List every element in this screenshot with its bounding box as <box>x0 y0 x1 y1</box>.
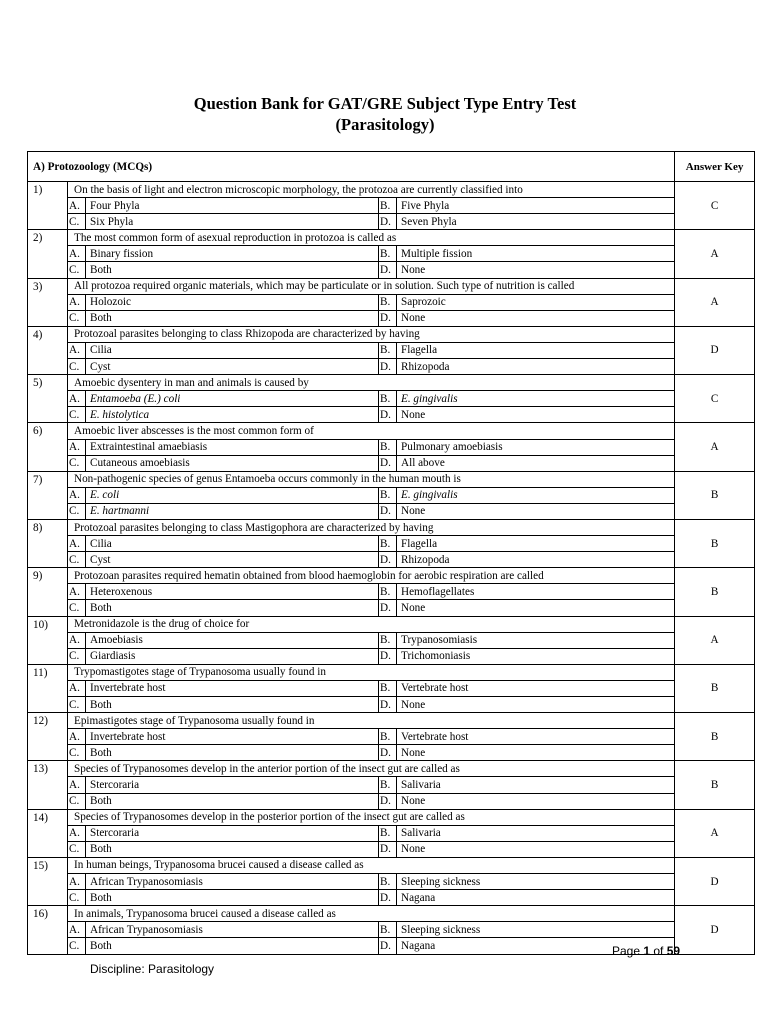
title-line-1: Question Bank for GAT/GRE Subject Type Entry Test <box>193 94 577 113</box>
option-a: Heteroxenous <box>86 584 379 600</box>
answer-key: A <box>675 278 755 326</box>
question-text: All protozoa required organic materials, which may be particulate or in solution. Such type of nutrition is called <box>68 278 675 294</box>
option-row <box>28 825 755 841</box>
option-letter-c: C. <box>68 841 86 857</box>
question-number: 4) <box>28 326 68 374</box>
option-letter-d: D. <box>379 455 397 471</box>
option-letter-b: B. <box>379 729 397 745</box>
option-d: None <box>397 310 675 326</box>
option-b: Pulmonary amoebiasis <box>397 439 675 455</box>
question-row <box>28 616 755 632</box>
page-prefix: Page <box>612 944 644 958</box>
question-text: Protozoal parasites belonging to class Mastigophora are characterized by having <box>68 519 675 535</box>
option-letter-d: D. <box>379 310 397 326</box>
option-letter-b: B. <box>379 632 397 648</box>
question-number: 14) <box>28 809 68 857</box>
option-row <box>28 503 755 519</box>
option-d: Nagana <box>397 890 675 906</box>
option-b: Five Phyla <box>397 198 675 214</box>
option-letter-d: D. <box>379 938 397 954</box>
option-letter-b: B. <box>379 342 397 358</box>
option-c: Both <box>86 600 379 616</box>
option-row <box>28 407 755 423</box>
option-row <box>28 310 755 326</box>
option-row <box>28 198 755 214</box>
question-row <box>28 519 755 535</box>
option-row <box>28 246 755 262</box>
option-d: None <box>397 600 675 616</box>
option-letter-a: A. <box>68 777 86 793</box>
option-a: Extraintestinal amaebiasis <box>86 439 379 455</box>
answer-key: B <box>675 664 755 712</box>
option-b: Vertebrate host <box>397 680 675 696</box>
question-row <box>28 278 755 294</box>
option-d: None <box>397 793 675 809</box>
option-letter-b: B. <box>379 825 397 841</box>
option-row <box>28 793 755 809</box>
option-d: Rhizopoda <box>397 552 675 568</box>
option-letter-d: D. <box>379 890 397 906</box>
option-b: E. gingivalis <box>397 391 675 407</box>
option-d: None <box>397 262 675 278</box>
answer-key: B <box>675 519 755 567</box>
answer-key: A <box>675 809 755 857</box>
option-c: E. histolytica <box>86 407 379 423</box>
option-row <box>28 890 755 906</box>
option-c: Cyst <box>86 359 379 375</box>
question-row <box>28 761 755 777</box>
option-c: Both <box>86 310 379 326</box>
page-of: of <box>650 944 667 958</box>
question-row <box>28 568 755 584</box>
option-letter-a: A. <box>68 729 86 745</box>
question-row <box>28 906 755 922</box>
option-letter-d: D. <box>379 648 397 664</box>
option-d: Seven Phyla <box>397 214 675 230</box>
option-row <box>28 648 755 664</box>
option-b: Hemoflagellates <box>397 584 675 600</box>
option-row <box>28 487 755 503</box>
page-number <box>612 944 680 958</box>
option-letter-b: B. <box>379 487 397 503</box>
question-text: Epimastigotes stage of Trypanosoma usually found in <box>68 713 675 729</box>
question-text: Amoebic liver abscesses is the most common form of <box>68 423 675 439</box>
question-number: 13) <box>28 761 68 809</box>
option-d: None <box>397 407 675 423</box>
option-b: Saprozoic <box>397 294 675 310</box>
option-row <box>28 841 755 857</box>
option-d: None <box>397 503 675 519</box>
question-row <box>28 326 755 342</box>
option-b: Flagella <box>397 536 675 552</box>
option-letter-d: D. <box>379 745 397 761</box>
answer-key: B <box>675 761 755 809</box>
option-letter-c: C. <box>68 938 86 954</box>
option-letter-c: C. <box>68 600 86 616</box>
section-label: A) Protozoology (MCQs) <box>28 152 675 182</box>
option-b: E. gingivalis <box>397 487 675 503</box>
option-letter-d: D. <box>379 793 397 809</box>
question-number: 15) <box>28 857 68 905</box>
option-letter-d: D. <box>379 359 397 375</box>
option-letter-d: D. <box>379 697 397 713</box>
option-letter-c: C. <box>68 262 86 278</box>
question-row <box>28 713 755 729</box>
option-letter-c: C. <box>68 455 86 471</box>
option-letter-c: C. <box>68 552 86 568</box>
option-row <box>28 922 755 938</box>
option-letter-c: C. <box>68 793 86 809</box>
question-row <box>28 230 755 246</box>
question-text: In animals, Trypanosoma brucei caused a disease called as <box>68 906 675 922</box>
answer-key: A <box>675 423 755 471</box>
option-letter-a: A. <box>68 391 86 407</box>
section-header-row <box>28 152 755 182</box>
answer-key: D <box>675 857 755 905</box>
answer-key: B <box>675 568 755 616</box>
option-row <box>28 745 755 761</box>
option-letter-d: D. <box>379 503 397 519</box>
option-d: Rhizopoda <box>397 359 675 375</box>
option-letter-c: C. <box>68 407 86 423</box>
question-number: 16) <box>28 906 68 954</box>
option-letter-c: C. <box>68 214 86 230</box>
option-row <box>28 600 755 616</box>
question-row <box>28 182 755 198</box>
answer-key: B <box>675 713 755 761</box>
option-b: Vertebrate host <box>397 729 675 745</box>
question-number: 11) <box>28 664 68 712</box>
option-letter-c: C. <box>68 697 86 713</box>
option-d: Trichomoniasis <box>397 648 675 664</box>
question-text: Amoebic dysentery in man and animals is caused by <box>68 375 675 391</box>
question-table <box>27 151 755 955</box>
option-row <box>28 729 755 745</box>
question-text: On the basis of light and electron microscopic morphology, the protozoa are currently classified into <box>68 182 675 198</box>
question-number: 12) <box>28 713 68 761</box>
option-row <box>28 697 755 713</box>
option-a: Entamoeba (E.) coli <box>86 391 379 407</box>
option-letter-b: B. <box>379 777 397 793</box>
option-b: Sleeping sickness <box>397 922 675 938</box>
option-c: Cyst <box>86 552 379 568</box>
option-letter-b: B. <box>379 391 397 407</box>
option-c: Giardiasis <box>86 648 379 664</box>
question-row <box>28 471 755 487</box>
discipline-footer: Discipline: Parasitology <box>90 962 215 976</box>
option-a: Four Phyla <box>86 198 379 214</box>
answer-key: D <box>675 906 755 954</box>
option-letter-a: A. <box>68 198 86 214</box>
question-text: Non-pathogenic species of genus Entamoeba occurs commonly in the human mouth is <box>68 471 675 487</box>
option-letter-d: D. <box>379 407 397 423</box>
option-letter-c: C. <box>68 745 86 761</box>
answer-key: A <box>675 230 755 278</box>
option-c: Both <box>86 745 379 761</box>
option-row <box>28 214 755 230</box>
question-number: 1) <box>28 182 68 230</box>
option-letter-b: B. <box>379 294 397 310</box>
option-a: Holozoic <box>86 294 379 310</box>
option-a: African Trypanosomiasis <box>86 922 379 938</box>
option-a: African Trypanosomiasis <box>86 874 379 890</box>
option-letter-d: D. <box>379 214 397 230</box>
question-text: Species of Trypanosomes develop in the posterior portion of the insect gut are called as <box>68 809 675 825</box>
option-letter-a: A. <box>68 680 86 696</box>
option-letter-d: D. <box>379 262 397 278</box>
option-letter-b: B. <box>379 536 397 552</box>
option-letter-b: B. <box>379 874 397 890</box>
option-letter-d: D. <box>379 552 397 568</box>
option-letter-b: B. <box>379 246 397 262</box>
option-row <box>28 455 755 471</box>
option-letter-d: D. <box>379 600 397 616</box>
option-d: None <box>397 697 675 713</box>
option-row <box>28 552 755 568</box>
option-a: Stercoraria <box>86 825 379 841</box>
option-letter-b: B. <box>379 922 397 938</box>
option-letter-a: A. <box>68 294 86 310</box>
page-current: 1 <box>643 944 651 958</box>
answer-key: D <box>675 326 755 374</box>
option-c: Cutaneous amoebiasis <box>86 455 379 471</box>
question-row <box>28 423 755 439</box>
option-letter-b: B. <box>379 680 397 696</box>
option-letter-c: C. <box>68 359 86 375</box>
option-row <box>28 262 755 278</box>
question-number: 2) <box>28 230 68 278</box>
option-row <box>28 777 755 793</box>
option-letter-a: A. <box>68 246 86 262</box>
option-c: Both <box>86 890 379 906</box>
option-letter-a: A. <box>68 632 86 648</box>
option-c: E. hartmanni <box>86 503 379 519</box>
option-row <box>28 359 755 375</box>
option-letter-a: A. <box>68 874 86 890</box>
option-row <box>28 294 755 310</box>
option-c: Six Phyla <box>86 214 379 230</box>
question-row <box>28 809 755 825</box>
option-d: None <box>397 841 675 857</box>
question-text: The most common form of asexual reproduction in protozoa is called as <box>68 230 675 246</box>
option-b: Flagella <box>397 342 675 358</box>
answer-key: C <box>675 375 755 423</box>
question-text: Protozoan parasites required hematin obtained from blood haemoglobin for aerobic respiration are called <box>68 568 675 584</box>
option-letter-c: C. <box>68 890 86 906</box>
page-total: 59 <box>666 944 681 958</box>
question-text: Metronidazole is the drug of choice for <box>68 616 675 632</box>
option-d: All above <box>397 455 675 471</box>
option-letter-b: B. <box>379 584 397 600</box>
question-number: 7) <box>28 471 68 519</box>
option-letter-c: C. <box>68 648 86 664</box>
option-letter-a: A. <box>68 536 86 552</box>
option-b: Trypanosomiasis <box>397 632 675 648</box>
option-row <box>28 536 755 552</box>
option-a: Cilia <box>86 536 379 552</box>
option-b: Multiple fission <box>397 246 675 262</box>
option-letter-d: D. <box>379 841 397 857</box>
option-letter-b: B. <box>379 439 397 455</box>
option-a: Stercoraria <box>86 777 379 793</box>
option-letter-a: A. <box>68 922 86 938</box>
answer-key: C <box>675 182 755 230</box>
document-title <box>0 93 770 135</box>
option-row <box>28 680 755 696</box>
option-letter-b: B. <box>379 198 397 214</box>
option-c: Both <box>86 841 379 857</box>
question-number: 8) <box>28 519 68 567</box>
option-d: Nagana <box>397 938 675 954</box>
option-letter-a: A. <box>68 487 86 503</box>
question-row <box>28 664 755 680</box>
option-b: Sleeping sickness <box>397 874 675 890</box>
question-table-body <box>28 152 755 955</box>
answer-key-header: Answer Key <box>675 152 755 182</box>
option-a: Amoebiasis <box>86 632 379 648</box>
question-text: Protozoal parasites belonging to class Rhizopoda are characterized by having <box>68 326 675 342</box>
question-text: Species of Trypanosomes develop in the anterior portion of the insect gut are called as <box>68 761 675 777</box>
option-letter-a: A. <box>68 584 86 600</box>
option-row <box>28 439 755 455</box>
option-a: Invertebrate host <box>86 680 379 696</box>
option-c: Both <box>86 262 379 278</box>
option-b: Salivaria <box>397 825 675 841</box>
option-row <box>28 874 755 890</box>
option-b: Salivaria <box>397 777 675 793</box>
option-a: Binary fission <box>86 246 379 262</box>
option-a: E. coli <box>86 487 379 503</box>
option-d: None <box>397 745 675 761</box>
option-letter-a: A. <box>68 825 86 841</box>
option-letter-a: A. <box>68 342 86 358</box>
option-c: Both <box>86 938 379 954</box>
option-c: Both <box>86 793 379 809</box>
answer-key: B <box>675 471 755 519</box>
question-number: 6) <box>28 423 68 471</box>
question-text: Trypomastigotes stage of Trypanosoma usually found in <box>68 664 675 680</box>
option-letter-a: A. <box>68 439 86 455</box>
answer-key: A <box>675 616 755 664</box>
question-number: 9) <box>28 568 68 616</box>
title-line-2: (Parasitology) <box>335 115 435 134</box>
option-letter-c: C. <box>68 310 86 326</box>
option-row <box>28 632 755 648</box>
question-number: 3) <box>28 278 68 326</box>
question-row <box>28 375 755 391</box>
question-text: In human beings, Trypanosoma brucei caused a disease called as <box>68 857 675 873</box>
option-row <box>28 342 755 358</box>
option-row <box>28 584 755 600</box>
question-number: 5) <box>28 375 68 423</box>
question-row <box>28 857 755 873</box>
option-a: Invertebrate host <box>86 729 379 745</box>
option-row <box>28 391 755 407</box>
option-c: Both <box>86 697 379 713</box>
option-letter-c: C. <box>68 503 86 519</box>
option-a: Cilia <box>86 342 379 358</box>
question-number: 10) <box>28 616 68 664</box>
